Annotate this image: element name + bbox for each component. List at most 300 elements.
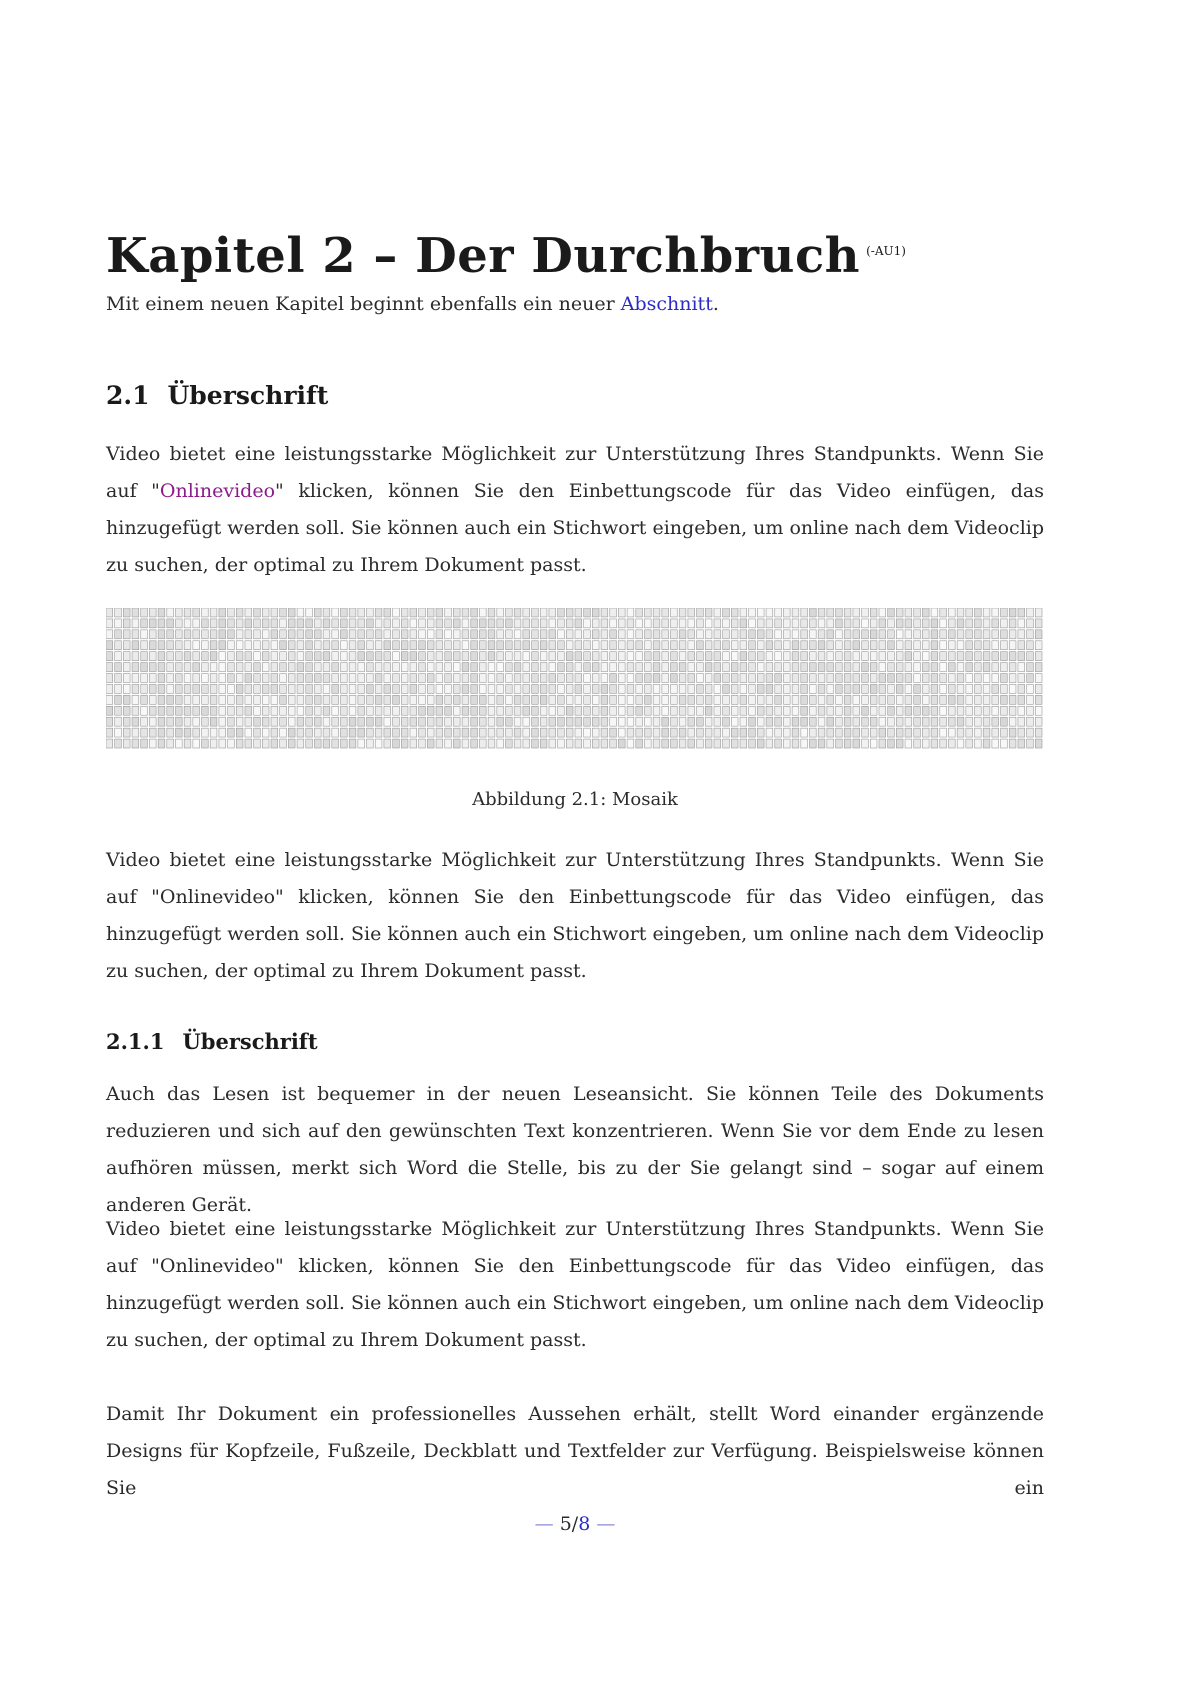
mosaic-tile	[783, 717, 790, 726]
mosaic-tile	[523, 608, 530, 617]
mosaic-tile	[540, 652, 547, 661]
mosaic-tile	[853, 684, 860, 693]
mosaic-tile	[193, 663, 200, 672]
mosaic-tile	[653, 717, 660, 726]
mosaic-tile	[627, 728, 634, 737]
section-heading: 2.1 Überschrift	[106, 381, 329, 410]
mosaic-tile	[306, 728, 313, 737]
mosaic-tile	[488, 717, 495, 726]
mosaic-tile	[740, 739, 747, 748]
mosaic-tile	[158, 728, 165, 737]
mosaic-tile	[957, 608, 964, 617]
mosaic-tile	[271, 739, 278, 748]
mosaic-tile	[245, 739, 252, 748]
mosaic-tile	[393, 619, 400, 628]
mosaic-tile	[566, 717, 573, 726]
mosaic-tile	[905, 739, 912, 748]
mosaic-tile	[1035, 608, 1042, 617]
mosaic-tile	[688, 641, 695, 650]
mosaic-tile	[662, 706, 669, 715]
mosaic-tile	[540, 663, 547, 672]
mosaic-tile	[1018, 630, 1025, 639]
mosaic-tile	[123, 663, 130, 672]
mosaic-tile	[653, 652, 660, 661]
mosaic-tile	[992, 619, 999, 628]
mosaic-tile	[644, 684, 651, 693]
mosaic-tile	[254, 739, 261, 748]
mosaic-tile	[453, 652, 460, 661]
mosaic-tile	[697, 619, 704, 628]
mosaic-tile	[497, 608, 504, 617]
mosaic-tile	[167, 717, 174, 726]
mosaic-tile	[384, 674, 391, 683]
mosaic-tile	[783, 608, 790, 617]
mosaic-tile	[219, 674, 226, 683]
mosaic-tile	[488, 706, 495, 715]
mosaic-tile	[792, 608, 799, 617]
mosaic-tile	[870, 641, 877, 650]
mosaic-tile	[983, 641, 990, 650]
mosaic-tile	[1001, 684, 1008, 693]
mosaic-tile	[1018, 695, 1025, 704]
mosaic-tile	[1035, 641, 1042, 650]
mosaic-tile	[783, 652, 790, 661]
mosaic-tile	[766, 739, 773, 748]
mosaic-tile	[262, 641, 269, 650]
mosaic-tile	[367, 695, 374, 704]
mosaic-tile	[1009, 706, 1016, 715]
mosaic-tile	[479, 695, 486, 704]
mosaic-tile	[558, 619, 565, 628]
mosaic-tile	[393, 717, 400, 726]
mosaic-tile	[236, 619, 243, 628]
mosaic-tile	[132, 706, 139, 715]
mosaic-tile	[462, 728, 469, 737]
mosaic-tile	[514, 695, 521, 704]
mosaic-tile	[523, 728, 530, 737]
mosaic-tile	[653, 619, 660, 628]
mosaic-tile	[228, 706, 235, 715]
mosaic-tile	[401, 695, 408, 704]
mosaic-tile	[679, 619, 686, 628]
section-link[interactable]: Abschnitt	[620, 293, 713, 315]
mosaic-tile	[896, 663, 903, 672]
mosaic-tile	[992, 641, 999, 650]
mosaic-tile	[731, 641, 738, 650]
mosaic-tile	[210, 619, 217, 628]
mosaic-tile	[306, 717, 313, 726]
mosaic-tile	[749, 663, 756, 672]
mosaic-tile	[818, 608, 825, 617]
mosaic-tile	[610, 674, 617, 683]
mosaic-tile	[948, 663, 955, 672]
mosaic-tile	[1009, 684, 1016, 693]
mosaic-tile	[783, 641, 790, 650]
mosaic-tile	[1009, 641, 1016, 650]
mosaic-tile	[618, 684, 625, 693]
mosaic-tile	[757, 663, 764, 672]
mosaic-tile	[523, 695, 530, 704]
mosaic-tile	[158, 739, 165, 748]
mosaic-tile	[245, 619, 252, 628]
mosaic-tile	[1009, 630, 1016, 639]
mosaic-tile	[445, 684, 452, 693]
mosaic-tile	[202, 608, 209, 617]
mosaic-tile	[445, 739, 452, 748]
mosaic-tile	[175, 684, 182, 693]
mosaic-tile	[844, 652, 851, 661]
mosaic-tile	[592, 630, 599, 639]
mosaic-tile	[1001, 728, 1008, 737]
mosaic-tile	[810, 684, 817, 693]
mosaic-tile	[384, 739, 391, 748]
mosaic-tile	[401, 706, 408, 715]
mosaic-tile	[879, 739, 886, 748]
mosaic-tile	[332, 608, 339, 617]
mosaic-tile	[644, 695, 651, 704]
mosaic-tile	[810, 641, 817, 650]
mosaic-tile	[575, 630, 582, 639]
mosaic-tile	[592, 674, 599, 683]
mosaic-tile	[592, 728, 599, 737]
mosaic-tile	[132, 608, 139, 617]
mosaic-tile	[219, 652, 226, 661]
mosaic-tile	[931, 706, 938, 715]
mosaic-tile	[297, 619, 304, 628]
mosaic-tile	[1035, 684, 1042, 693]
mosaic-tile	[1001, 674, 1008, 683]
mosaic-tile	[836, 739, 843, 748]
mosaic-tile	[332, 630, 339, 639]
mosaic-tile	[280, 717, 287, 726]
mosaic-tile	[792, 717, 799, 726]
mosaic-tile	[827, 641, 834, 650]
mosaic-tile	[280, 663, 287, 672]
mosaic-tile	[193, 717, 200, 726]
mosaic-tile	[584, 641, 591, 650]
mosaic-tile	[827, 652, 834, 661]
mosaic-tile	[627, 630, 634, 639]
mosaic-tile	[471, 630, 478, 639]
mosaic-tile	[532, 663, 539, 672]
mosaic-tile	[497, 684, 504, 693]
mosaic-tile	[332, 695, 339, 704]
mosaic-tile	[1027, 630, 1034, 639]
mosaic-tile	[540, 619, 547, 628]
mosaic-tile	[288, 706, 295, 715]
mosaic-tile	[202, 619, 209, 628]
mosaic-tile	[115, 663, 122, 672]
mosaic-tile	[922, 619, 929, 628]
mosaic-tile	[766, 619, 773, 628]
mosaic-tile	[618, 717, 625, 726]
mosaic-tile	[245, 652, 252, 661]
mosaic-tile	[775, 630, 782, 639]
mosaic-tile	[1018, 674, 1025, 683]
mosaic-tile	[966, 717, 973, 726]
mosaic-tile	[757, 608, 764, 617]
mosaic-tile	[419, 728, 426, 737]
mosaic-tile	[818, 695, 825, 704]
mosaic-tile	[914, 695, 921, 704]
mosaic-tile	[714, 684, 721, 693]
mosaic-tile	[158, 684, 165, 693]
mosaic-tile	[749, 608, 756, 617]
mosaic-tile	[210, 684, 217, 693]
mosaic-tile	[436, 728, 443, 737]
mosaic-tile	[775, 641, 782, 650]
mosaic-tile	[801, 619, 808, 628]
mosaic-tile	[966, 608, 973, 617]
mosaic-tile	[462, 630, 469, 639]
mosaic-tile	[844, 608, 851, 617]
mosaic-tile	[957, 641, 964, 650]
mosaic-tile	[644, 674, 651, 683]
mosaic-tile	[401, 608, 408, 617]
mosaic-tile	[1027, 717, 1034, 726]
mosaic-tile	[757, 641, 764, 650]
mosaic-tile	[410, 663, 417, 672]
mosaic-tile	[219, 728, 226, 737]
mosaic-tile	[679, 684, 686, 693]
mosaic-tile	[314, 630, 321, 639]
mosaic-tile	[671, 728, 678, 737]
mosaic-tile	[184, 630, 191, 639]
mosaic-tile	[506, 674, 513, 683]
mosaic-tile	[957, 695, 964, 704]
mosaic-tile	[749, 674, 756, 683]
mosaic-tile	[757, 706, 764, 715]
mosaic-tile	[314, 706, 321, 715]
mosaic-tile	[297, 641, 304, 650]
mosaic-tile	[1027, 641, 1034, 650]
mosaic-tile	[1009, 674, 1016, 683]
mosaic-tile	[948, 728, 955, 737]
mosaic-tile	[914, 608, 921, 617]
mosaic-tile	[957, 706, 964, 715]
mosaic-tile	[801, 652, 808, 661]
mosaic-tile	[757, 684, 764, 693]
mosaic-tile	[210, 728, 217, 737]
mosaic-tile	[436, 684, 443, 693]
mosaic-tile	[879, 652, 886, 661]
mosaic-tile	[349, 739, 356, 748]
mosaic-tile	[280, 652, 287, 661]
onlinevideo-link[interactable]: Onlinevideo	[159, 480, 276, 502]
mosaic-tile	[436, 619, 443, 628]
mosaic-tile	[254, 619, 261, 628]
mosaic-tile	[375, 663, 382, 672]
mosaic-tile	[506, 641, 513, 650]
mosaic-tile	[618, 706, 625, 715]
mosaic-tile	[297, 608, 304, 617]
mosaic-tile	[106, 717, 113, 726]
mosaic-tile	[375, 641, 382, 650]
mosaic-tile	[740, 717, 747, 726]
mosaic-tile	[1018, 739, 1025, 748]
mosaic-tile	[184, 739, 191, 748]
mosaic-tile	[766, 728, 773, 737]
mosaic-tile	[175, 728, 182, 737]
mosaic-tile	[106, 695, 113, 704]
mosaic-tile	[532, 641, 539, 650]
mosaic-tile	[714, 608, 721, 617]
mosaic-tile	[896, 684, 903, 693]
mosaic-tile	[810, 674, 817, 683]
mosaic-tile	[827, 630, 834, 639]
mosaic-tile	[792, 641, 799, 650]
mosaic-tile	[323, 630, 330, 639]
mosaic-tile	[106, 663, 113, 672]
mosaic-tile	[132, 728, 139, 737]
mosaic-tile	[332, 684, 339, 693]
mosaic-tile	[479, 728, 486, 737]
mosaic-tile	[123, 684, 130, 693]
mosaic-tile	[862, 728, 869, 737]
mosaic-tile	[940, 684, 947, 693]
mosaic-tile	[584, 630, 591, 639]
mosaic-tile	[384, 619, 391, 628]
mosaic-tile	[349, 684, 356, 693]
mosaic-tile	[262, 728, 269, 737]
mosaic-tile	[184, 608, 191, 617]
mosaic-tile	[671, 695, 678, 704]
mosaic-tile	[427, 641, 434, 650]
mosaic-tile	[427, 652, 434, 661]
mosaic-tile	[922, 695, 929, 704]
mosaic-tile	[592, 619, 599, 628]
mosaic-tile	[271, 608, 278, 617]
mosaic-tile	[228, 717, 235, 726]
mosaic-tile	[540, 739, 547, 748]
mosaic-tile	[896, 652, 903, 661]
mosaic-tile	[332, 641, 339, 650]
mosaic-tile	[375, 630, 382, 639]
mosaic-tile	[966, 663, 973, 672]
mosaic-tile	[367, 674, 374, 683]
mosaic-tile	[983, 663, 990, 672]
mosaic-tile	[497, 706, 504, 715]
mosaic-tile	[488, 608, 495, 617]
mosaic-tile	[1027, 739, 1034, 748]
mosaic-tile	[844, 663, 851, 672]
mosaic-tile	[149, 619, 156, 628]
mosaic-tile	[532, 739, 539, 748]
mosaic-tile	[888, 630, 895, 639]
mosaic-tile	[158, 641, 165, 650]
mosaic-tile	[419, 619, 426, 628]
mosaic-tile	[262, 695, 269, 704]
mosaic-tile	[497, 717, 504, 726]
mosaic-tile	[983, 652, 990, 661]
mosaic-tile	[323, 641, 330, 650]
mosaic-tile	[462, 739, 469, 748]
mosaic-tile	[792, 695, 799, 704]
mosaic-tile	[401, 630, 408, 639]
mosaic-tile	[419, 684, 426, 693]
mosaic-tile	[358, 684, 365, 693]
mosaic-tile	[115, 706, 122, 715]
mosaic-tile	[766, 608, 773, 617]
mosaic-tile	[558, 717, 565, 726]
mosaic-tile	[983, 695, 990, 704]
mosaic-tile	[236, 674, 243, 683]
mosaic-tile	[401, 728, 408, 737]
mosaic-tile	[497, 641, 504, 650]
mosaic-tile	[271, 717, 278, 726]
mosaic-tile	[662, 641, 669, 650]
mosaic-tile	[175, 630, 182, 639]
mosaic-tile	[618, 739, 625, 748]
mosaic-tile	[367, 608, 374, 617]
mosaic-tile	[836, 695, 843, 704]
mosaic-tile	[367, 739, 374, 748]
mosaic-tile	[662, 652, 669, 661]
mosaic-tile	[888, 728, 895, 737]
mosaic-tile	[775, 652, 782, 661]
mosaic-tile	[115, 641, 122, 650]
mosaic-tile	[948, 674, 955, 683]
mosaic-tile	[193, 684, 200, 693]
mosaic-tile	[219, 619, 226, 628]
mosaic-tile	[271, 641, 278, 650]
mosaic-tile	[245, 717, 252, 726]
mosaic-tile	[115, 695, 122, 704]
mosaic-tile	[1027, 706, 1034, 715]
mosaic-tile	[262, 608, 269, 617]
mosaic-tile	[410, 641, 417, 650]
mosaic-tile	[601, 652, 608, 661]
mosaic-tile	[219, 706, 226, 715]
mosaic-tile	[236, 684, 243, 693]
mosaic-tile	[367, 619, 374, 628]
mosaic-tile	[888, 717, 895, 726]
total-pages-link[interactable]: 8	[578, 1513, 591, 1535]
mosaic-tile	[219, 608, 226, 617]
mosaic-tile	[306, 739, 313, 748]
mosaic-tile	[410, 619, 417, 628]
mosaic-tile	[306, 674, 313, 683]
mosaic-tile	[497, 674, 504, 683]
mosaic-tile	[862, 630, 869, 639]
mosaic-tile	[332, 619, 339, 628]
mosaic-tile	[367, 652, 374, 661]
mosaic-tile	[453, 641, 460, 650]
mosaic-tile	[297, 717, 304, 726]
mosaic-tile	[653, 608, 660, 617]
mosaic-tile	[731, 630, 738, 639]
mosaic-tile	[618, 608, 625, 617]
mosaic-tile	[445, 717, 452, 726]
mosaic-tile	[341, 706, 348, 715]
mosaic-tile	[801, 728, 808, 737]
mosaic-tile	[479, 739, 486, 748]
mosaic-tile	[314, 728, 321, 737]
mosaic-tile	[879, 706, 886, 715]
mosaic-tile	[792, 706, 799, 715]
mosaic-tile	[167, 695, 174, 704]
mosaic-tile	[1001, 663, 1008, 672]
mosaic-tile	[506, 619, 513, 628]
mosaic-tile	[957, 684, 964, 693]
mosaic-tile	[766, 684, 773, 693]
mosaic-tile	[184, 728, 191, 737]
mosaic-tile	[757, 652, 764, 661]
mosaic-tile	[202, 728, 209, 737]
mosaic-tile	[818, 652, 825, 661]
mosaic-tile	[566, 728, 573, 737]
mosaic-tile	[731, 717, 738, 726]
